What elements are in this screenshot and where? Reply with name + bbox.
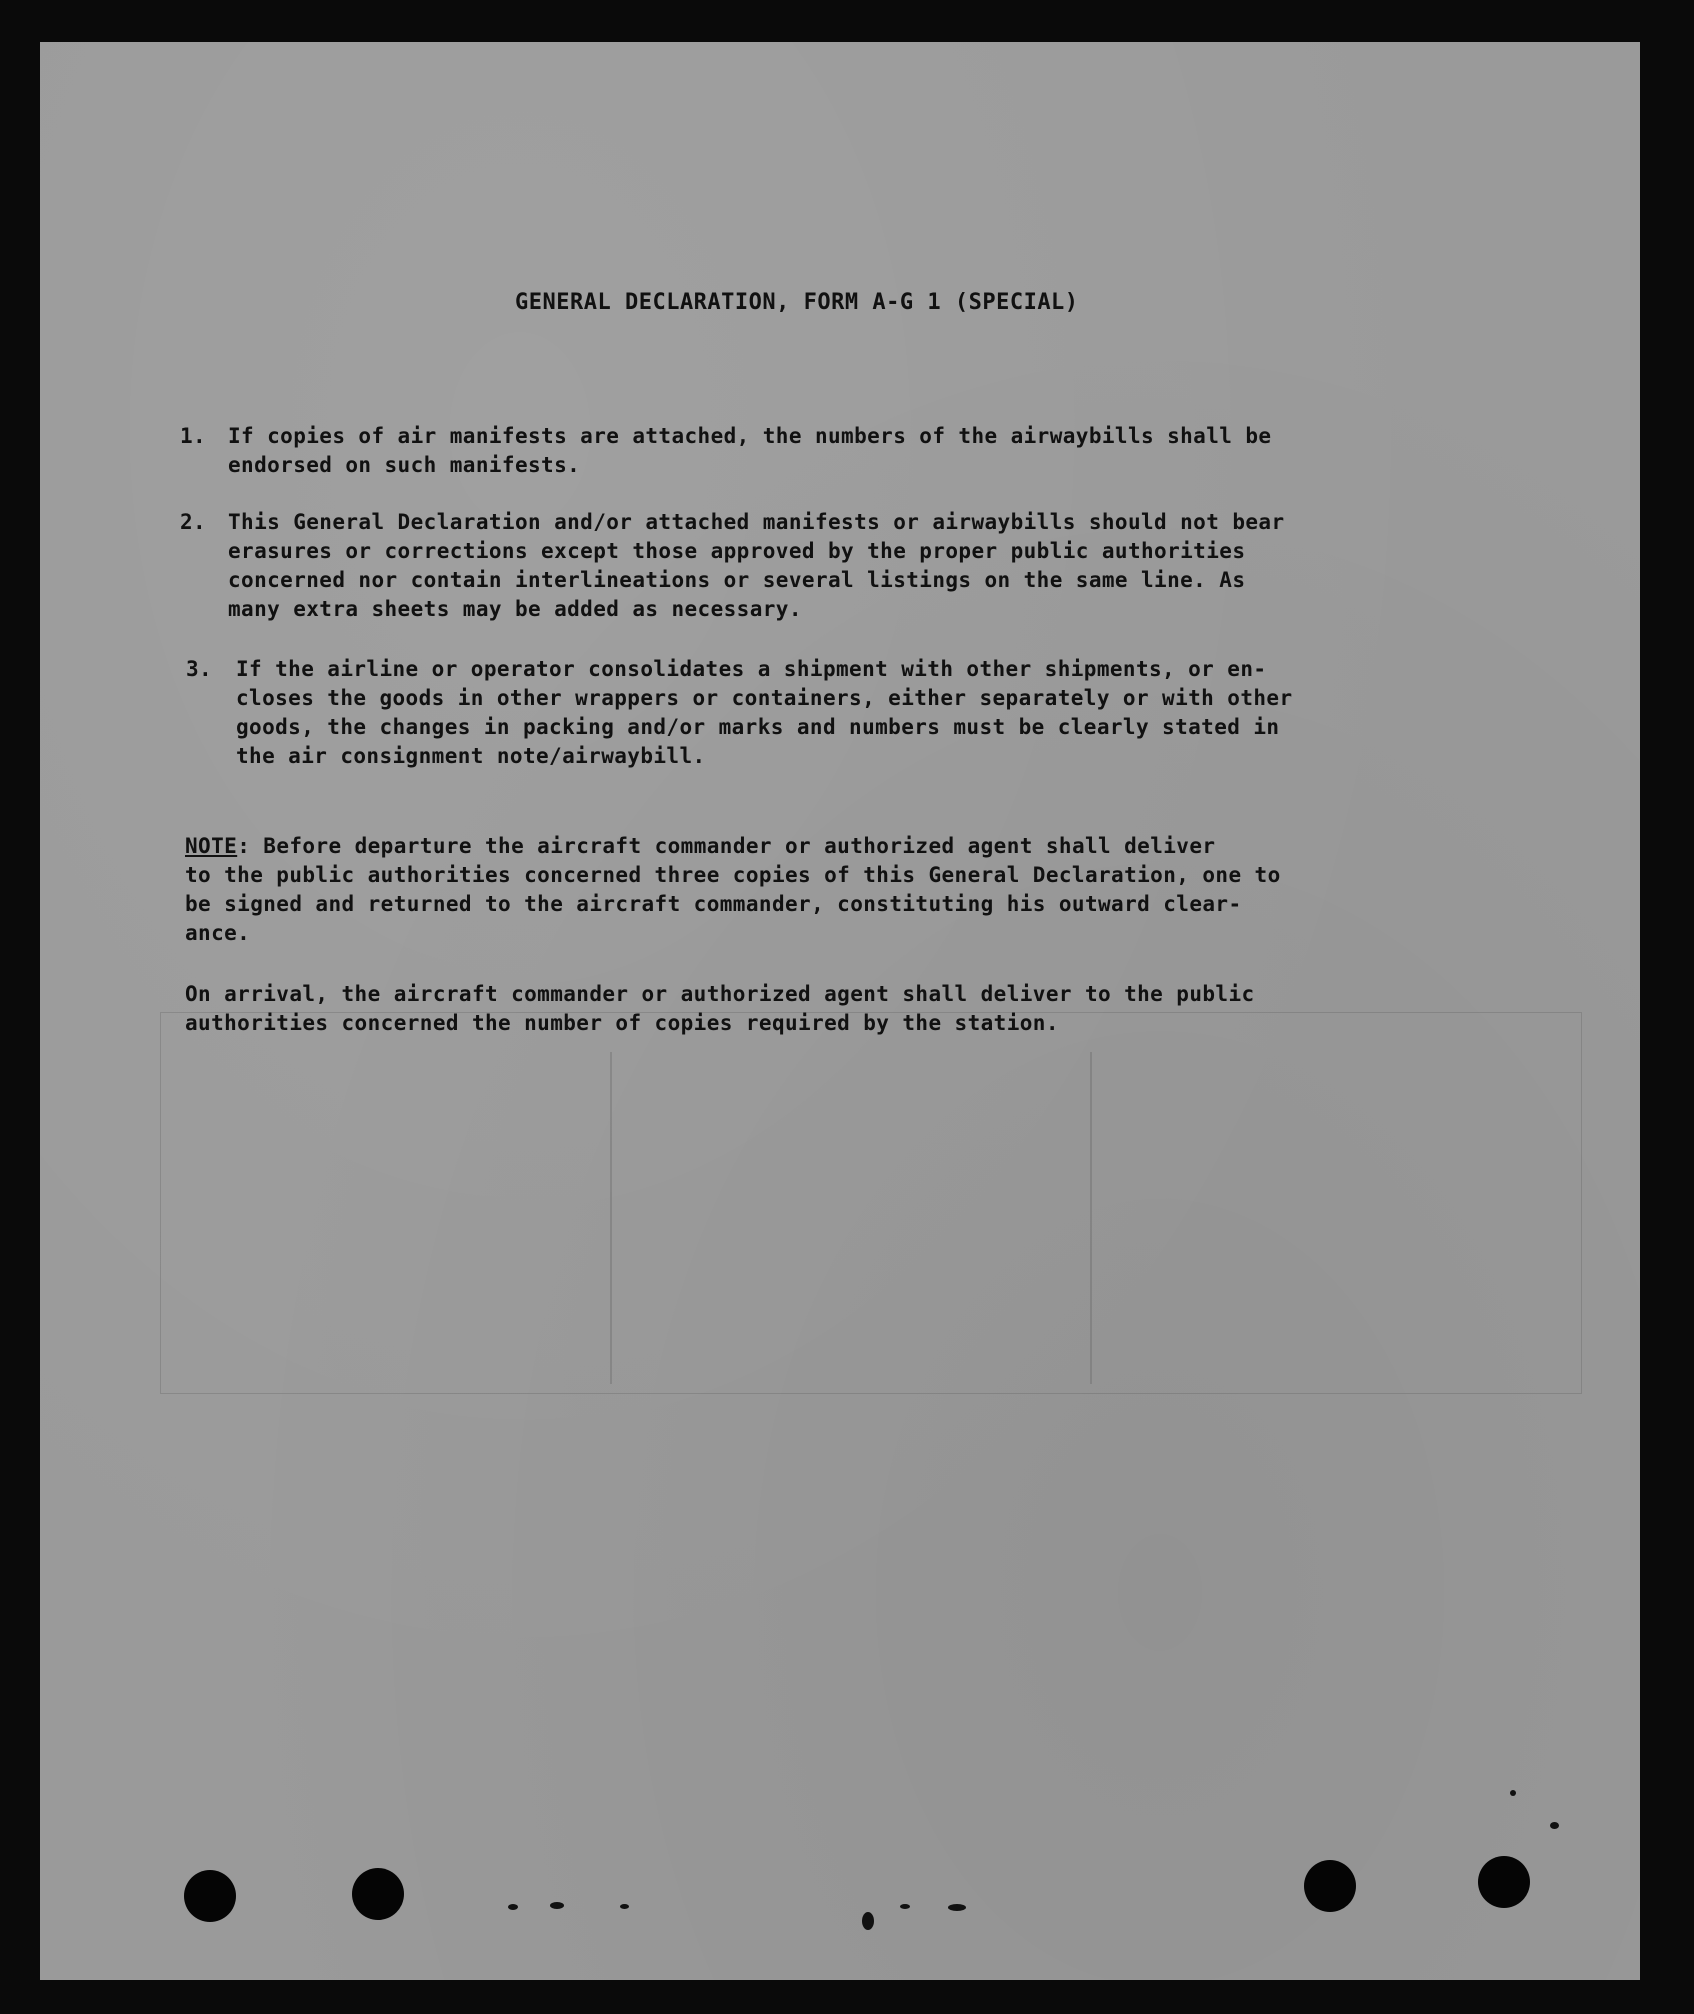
scan-speck [1510, 1790, 1516, 1796]
note-text-line: ance. [185, 921, 251, 945]
item-text-line: many extra sheets may be added as necessary. [228, 597, 802, 621]
item-text-line: This General Declaration and/or attached manifests or airwaybills should not bear [228, 510, 1285, 534]
item-number: 2. [180, 510, 207, 534]
show-through-box [160, 1012, 1582, 1394]
note-label: NOTE [185, 834, 238, 858]
document-page [40, 42, 1640, 1980]
item-text-line: closes the goods in other wrappers or containers, either separately or with other [236, 686, 1293, 710]
arrival-text-line: authorities concerned the number of copies required by the station. [185, 1011, 1059, 1035]
item-number: 1. [180, 424, 207, 448]
note-text-line: be signed and returned to the aircraft commander, constituting his outward clear- [185, 892, 1242, 916]
item-text-line: If copies of air manifests are attached, the numbers of the airwaybills shall be [228, 424, 1272, 448]
punch-hole [1304, 1860, 1356, 1912]
item-text-line: endorsed on such manifests. [228, 453, 581, 477]
scan-speck [1550, 1822, 1559, 1829]
show-through-divider [610, 1052, 612, 1384]
item-text-line: If the airline or operator consolidates a shipment with other shipments, or en- [236, 657, 1267, 681]
scan-speck [948, 1904, 966, 1911]
form-title: GENERAL DECLARATION, FORM A-G 1 (SPECIAL) [515, 290, 1079, 315]
note-text-line: to the public authorities concerned three copies of this General Declaration, one to [185, 863, 1281, 887]
note-text-line: : Before departure the aircraft commander or authorized agent shall deliver [237, 834, 1216, 858]
item-text-line: goods, the changes in packing and/or marks and numbers must be clearly stated in [236, 715, 1280, 739]
punch-hole [352, 1868, 404, 1920]
item-text-line: concerned nor contain interlineations or several listings on the same line. As [228, 568, 1246, 592]
scan-speck [508, 1904, 518, 1910]
arrival-paragraph [185, 980, 1255, 1038]
list-item [180, 508, 1600, 628]
scan-speck [900, 1904, 910, 1909]
punch-hole [1478, 1856, 1530, 1908]
item-text-line: erasures or corrections except those approved by the proper public authorities [228, 539, 1246, 563]
punch-hole [184, 1870, 236, 1922]
arrival-text-line: On arrival, the aircraft commander or authorized agent shall deliver to the public [185, 982, 1255, 1006]
note-paragraph [185, 832, 1281, 948]
list-item [186, 655, 1606, 775]
scan-speck [862, 1912, 874, 1930]
show-through-divider [1090, 1052, 1092, 1384]
item-text-line: the air consignment note/airwaybill. [236, 744, 706, 768]
scan-speck [620, 1904, 629, 1909]
item-number: 3. [186, 657, 213, 681]
list-item [180, 422, 1600, 482]
scan-speck [550, 1902, 564, 1909]
